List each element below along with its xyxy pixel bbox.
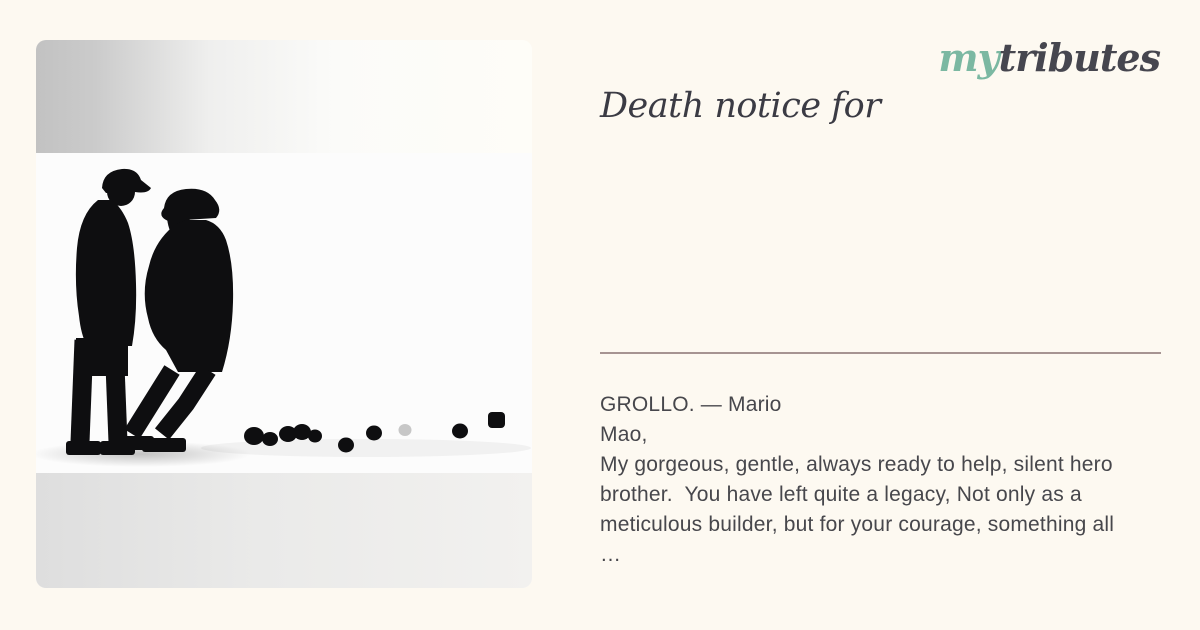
logo-tributes: tributes — [998, 35, 1160, 80]
divider — [600, 352, 1161, 354]
page-title: Death notice for — [600, 86, 881, 126]
photo-top-gradient-band — [36, 40, 532, 153]
lawn-bowlers-svg — [36, 40, 532, 588]
logo-my: my — [938, 35, 999, 80]
lawn-bowlers-illustration — [36, 40, 532, 588]
mytributes-logo — [938, 36, 1160, 80]
notice-excerpt — [600, 390, 1175, 570]
photo-bottom-gradient-band — [36, 473, 532, 588]
notice-line-name: GROLLO. — Mario — [600, 393, 782, 416]
notice-line-body-1: My gorgeous, gentle, always ready to help, silent hero — [600, 453, 1113, 476]
notice-line-body-3: meticulous builder, but for your courage, something all — [600, 513, 1115, 536]
notice-line-ellipsis: … — [600, 543, 622, 566]
notice-line-name-2: Mao, — [600, 423, 648, 446]
notice-line-body-2: brother. You have left quite a legacy, Not only as a — [600, 483, 1082, 506]
